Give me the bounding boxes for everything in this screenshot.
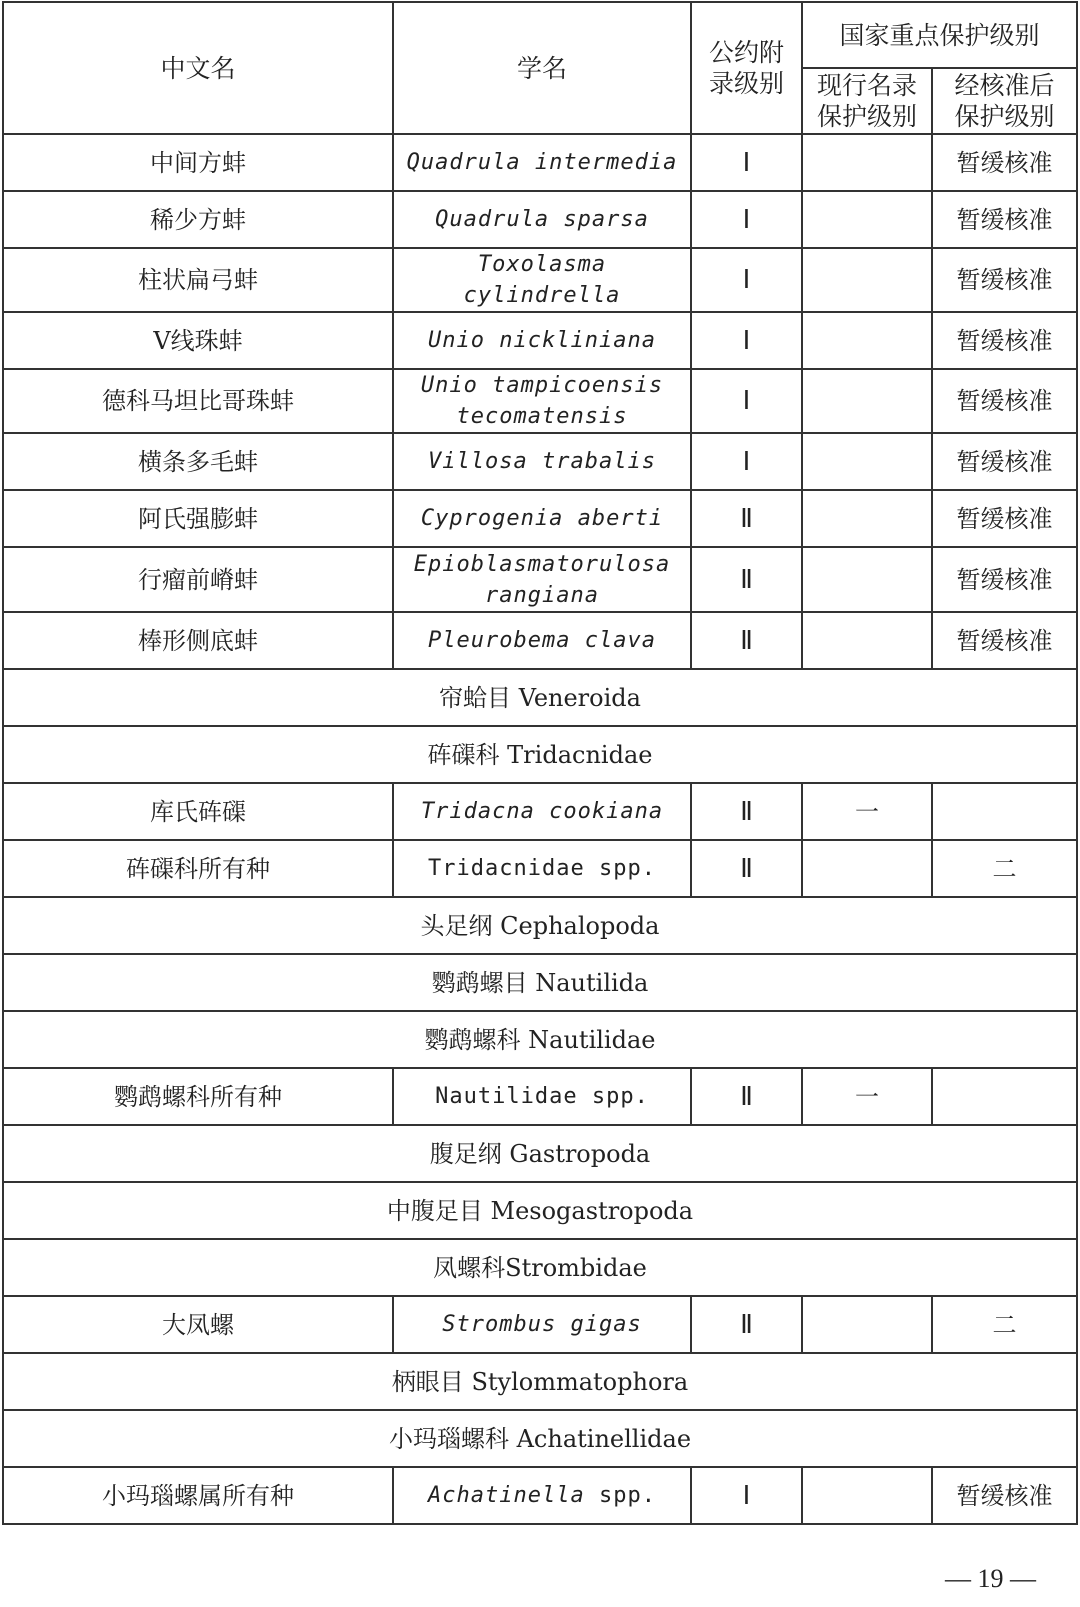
cites-appendix-cell: Ⅱ — [691, 490, 802, 547]
current-level-cell — [802, 369, 932, 433]
table-row — [3, 191, 1077, 248]
approved-level-cell: 暂缓核准 — [932, 490, 1077, 547]
page-number: — 19 — — [945, 1564, 1036, 1593]
scientific-name-cell: Tridacnidae spp. — [393, 840, 691, 897]
scientific-name-cell: Villosa trabalis — [393, 433, 691, 490]
header-cites-appendix — [691, 2, 802, 134]
cites-appendix-cell: Ⅱ — [691, 547, 802, 612]
group-row — [3, 954, 1077, 1011]
chinese-name-cell: 稀少方蚌 — [3, 191, 393, 248]
header-scientific-name: 学名 — [393, 2, 691, 134]
current-level-cell: 一 — [802, 783, 932, 840]
cites-appendix-cell: Ⅰ — [691, 312, 802, 369]
approved-level-cell: 暂缓核准 — [932, 312, 1077, 369]
group-row — [3, 1182, 1077, 1239]
current-level-cell — [802, 1467, 932, 1524]
group-label: 腹足纲 Gastropoda — [3, 1125, 1077, 1182]
group-label: 小玛瑙螺科 Achatinellidae — [3, 1410, 1077, 1467]
table-row — [3, 490, 1077, 547]
table-row — [3, 547, 1077, 612]
cites-appendix-cell: Ⅰ — [691, 1467, 802, 1524]
chinese-name-cell: 库氏砗磲 — [3, 783, 393, 840]
cites-appendix-cell: Ⅱ — [691, 612, 802, 669]
current-level-cell — [802, 312, 932, 369]
table-row — [3, 433, 1077, 490]
group-row — [3, 669, 1077, 726]
chinese-name-cell: 阿氏强膨蚌 — [3, 490, 393, 547]
approved-level-cell: 暂缓核准 — [932, 1467, 1077, 1524]
scientific-name-cell: Cyprogenia aberti — [393, 490, 691, 547]
scientific-genus: Achatinella — [428, 1483, 585, 1508]
header-chinese-name: 中文名 — [3, 2, 393, 134]
scientific-name-cell: Epioblasmatorulosa rangiana — [393, 547, 691, 612]
cites-appendix-cell: Ⅱ — [691, 840, 802, 897]
group-row — [3, 726, 1077, 783]
approved-level-cell: 暂缓核准 — [932, 612, 1077, 669]
scientific-name-cell: Pleurobema clava — [393, 612, 691, 669]
header-current-level — [802, 68, 932, 134]
group-label: 中腹足目 Mesogastropoda — [3, 1182, 1077, 1239]
chinese-name-cell: 大凤螺 — [3, 1296, 393, 1353]
current-level-cell — [802, 840, 932, 897]
chinese-name-cell: 小玛瑙螺属所有种 — [3, 1467, 393, 1524]
approved-level-cell: 二 — [932, 840, 1077, 897]
chinese-name-cell: 砗磲科所有种 — [3, 840, 393, 897]
group-row — [3, 1410, 1077, 1467]
header-national-level: 国家重点保护级别 — [802, 2, 1077, 68]
group-row — [3, 1125, 1077, 1182]
approved-level-cell — [932, 783, 1077, 840]
chinese-name-cell: 柱状扁弓蚌 — [3, 248, 393, 312]
current-level-cell — [802, 1296, 932, 1353]
scientific-name-cell: Quadrula sparsa — [393, 191, 691, 248]
approved-level-cell: 暂缓核准 — [932, 134, 1077, 191]
current-level-cell — [802, 433, 932, 490]
table-row — [3, 312, 1077, 369]
cites-appendix-cell: Ⅰ — [691, 433, 802, 490]
cites-appendix-cell: Ⅱ — [691, 1296, 802, 1353]
chinese-name-cell: Ⅴ线珠蚌 — [3, 312, 393, 369]
scientific-name-cell: Unio nickliniana — [393, 312, 691, 369]
current-level-cell — [802, 191, 932, 248]
scientific-name-cell: Quadrula intermedia — [393, 134, 691, 191]
chinese-name-cell: 鹦鹉螺科所有种 — [3, 1068, 393, 1125]
group-row — [3, 1011, 1077, 1068]
table-row — [3, 248, 1077, 312]
group-label: 头足纲 Cephalopoda — [3, 897, 1077, 954]
scientific-spp: spp. — [598, 1483, 656, 1508]
group-label: 砗磲科 Tridacnidae — [3, 726, 1077, 783]
current-level-cell — [802, 612, 932, 669]
current-level-cell: 一 — [802, 1068, 932, 1125]
group-label: 柄眼目 Stylommatophora — [3, 1353, 1077, 1410]
approved-level-cell: 暂缓核准 — [932, 369, 1077, 433]
current-level-cell — [802, 134, 932, 191]
scientific-name-cell: Toxolasma cylindrella — [393, 248, 691, 312]
table-row — [3, 369, 1077, 433]
table-row — [3, 840, 1077, 897]
chinese-name-cell: 行瘤前嵴蚌 — [3, 547, 393, 612]
chinese-name-cell: 德科马坦比哥珠蚌 — [3, 369, 393, 433]
group-label: 帘蛤目 Veneroida — [3, 669, 1077, 726]
table-row — [3, 1296, 1077, 1353]
table-row — [3, 134, 1077, 191]
approved-level-cell: 二 — [932, 1296, 1077, 1353]
chinese-name-cell: 棒形侧底蚌 — [3, 612, 393, 669]
table-body — [3, 134, 1077, 1524]
group-label: 鹦鹉螺科 Nautilidae — [3, 1011, 1077, 1068]
table-row — [3, 1068, 1077, 1125]
table-row — [3, 1467, 1077, 1524]
cites-appendix-cell: Ⅰ — [691, 191, 802, 248]
scientific-name-cell: Strombus gigas — [393, 1296, 691, 1353]
group-row — [3, 1239, 1077, 1296]
table-row — [3, 612, 1077, 669]
table-row — [3, 783, 1077, 840]
scientific-name-cell: Tridacna cookiana — [393, 783, 691, 840]
cites-appendix-cell: Ⅰ — [691, 369, 802, 433]
scientific-name-cell: Unio tampicoensis tecomatensis — [393, 369, 691, 433]
approved-level-cell: 暂缓核准 — [932, 547, 1077, 612]
approved-level-cell — [932, 1068, 1077, 1125]
cites-appendix-cell: Ⅰ — [691, 248, 802, 312]
current-level-cell — [802, 547, 932, 612]
group-label: 鹦鹉螺目 Nautilida — [3, 954, 1077, 1011]
cites-appendix-cell: Ⅱ — [691, 1068, 802, 1125]
cites-appendix-cell: Ⅱ — [691, 783, 802, 840]
header-cites-appendix-label: 公约附录级别 — [708, 38, 784, 98]
cites-appendix-cell: Ⅰ — [691, 134, 802, 191]
header-current-level-label: 现行名录保护级别 — [816, 71, 917, 131]
approved-level-cell: 暂缓核准 — [932, 191, 1077, 248]
chinese-name-cell: 中间方蚌 — [3, 134, 393, 191]
approved-level-cell: 暂缓核准 — [932, 248, 1077, 312]
group-row — [3, 1353, 1077, 1410]
species-protection-table — [2, 1, 1078, 1525]
current-level-cell — [802, 490, 932, 547]
chinese-name-cell: 横条多毛蚌 — [3, 433, 393, 490]
scientific-name-cell — [393, 1467, 691, 1524]
group-label: 凤螺科Strombidae — [3, 1239, 1077, 1296]
header-approved-level — [932, 68, 1077, 134]
current-level-cell — [802, 248, 932, 312]
scientific-name-cell: Nautilidae spp. — [393, 1068, 691, 1125]
approved-level-cell: 暂缓核准 — [932, 433, 1077, 490]
group-row — [3, 897, 1077, 954]
header-approved-level-label: 经核准后保护级别 — [954, 71, 1055, 131]
